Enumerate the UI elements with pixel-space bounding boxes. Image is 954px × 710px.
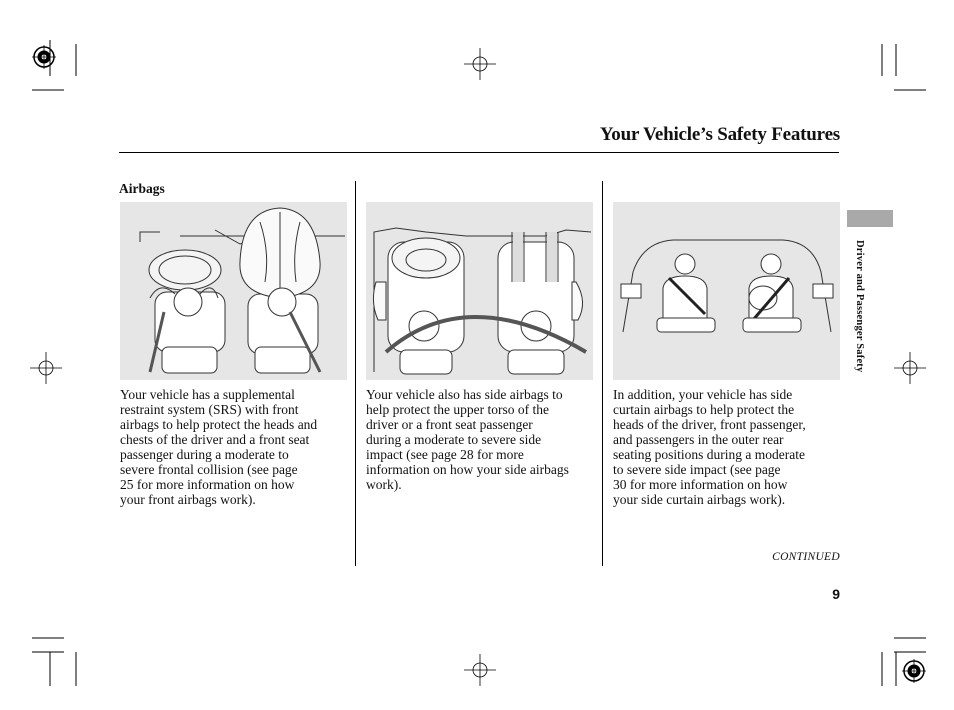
side-airbags-illustration — [366, 202, 593, 380]
side-curtain-airbags-paragraph: In addition, your vehicle has side curtain airbags to help protect the heads of the driver, front passenger, and passengers in the outer rear seating positions during a moderate to severe side impact (see page 30 for more information on how your side curtain airbags work). — [613, 387, 806, 507]
crosshair-bottom-icon — [464, 654, 496, 686]
title-rule — [119, 152, 839, 153]
column-divider-1 — [355, 181, 356, 566]
section-heading: Airbags — [119, 181, 165, 196]
column-2-text — [366, 387, 598, 492]
crop-mark-bottom-left — [28, 632, 80, 688]
registration-target-icon — [32, 45, 56, 69]
column-3-text — [613, 387, 845, 507]
column-1-text — [120, 387, 352, 507]
crosshair-left-icon — [30, 352, 62, 384]
side-airbags-paragraph: Your vehicle also has side airbags to help protect the upper torso of the driver or a front seat passenger during a moderate to severe side impact (see page 28 for more information on how your side airbags work). — [366, 387, 569, 492]
crop-mark-top-right — [878, 40, 930, 92]
section-tab — [847, 210, 893, 227]
front-airbags-paragraph: Your vehicle has a supplemental restraint system (SRS) with front airbags to help protect the heads and chests of the driver and a front seat passenger during a moderate to severe frontal collision (see page 25 for more information on how your front airbags work). — [120, 387, 318, 507]
page-number: 9 — [832, 586, 840, 602]
section-tab-label: Driver and Passenger Safety — [854, 240, 865, 373]
column-divider-2 — [602, 181, 603, 566]
front-airbags-illustration — [120, 202, 347, 380]
registration-target-bottom-icon — [902, 659, 926, 683]
crosshair-top-icon — [464, 48, 496, 80]
continued-label: CONTINUED — [772, 551, 840, 563]
side-curtain-airbags-illustration — [613, 202, 840, 380]
crosshair-right-icon — [894, 352, 926, 384]
page-title: Your Vehicle’s Safety Features — [599, 124, 840, 145]
